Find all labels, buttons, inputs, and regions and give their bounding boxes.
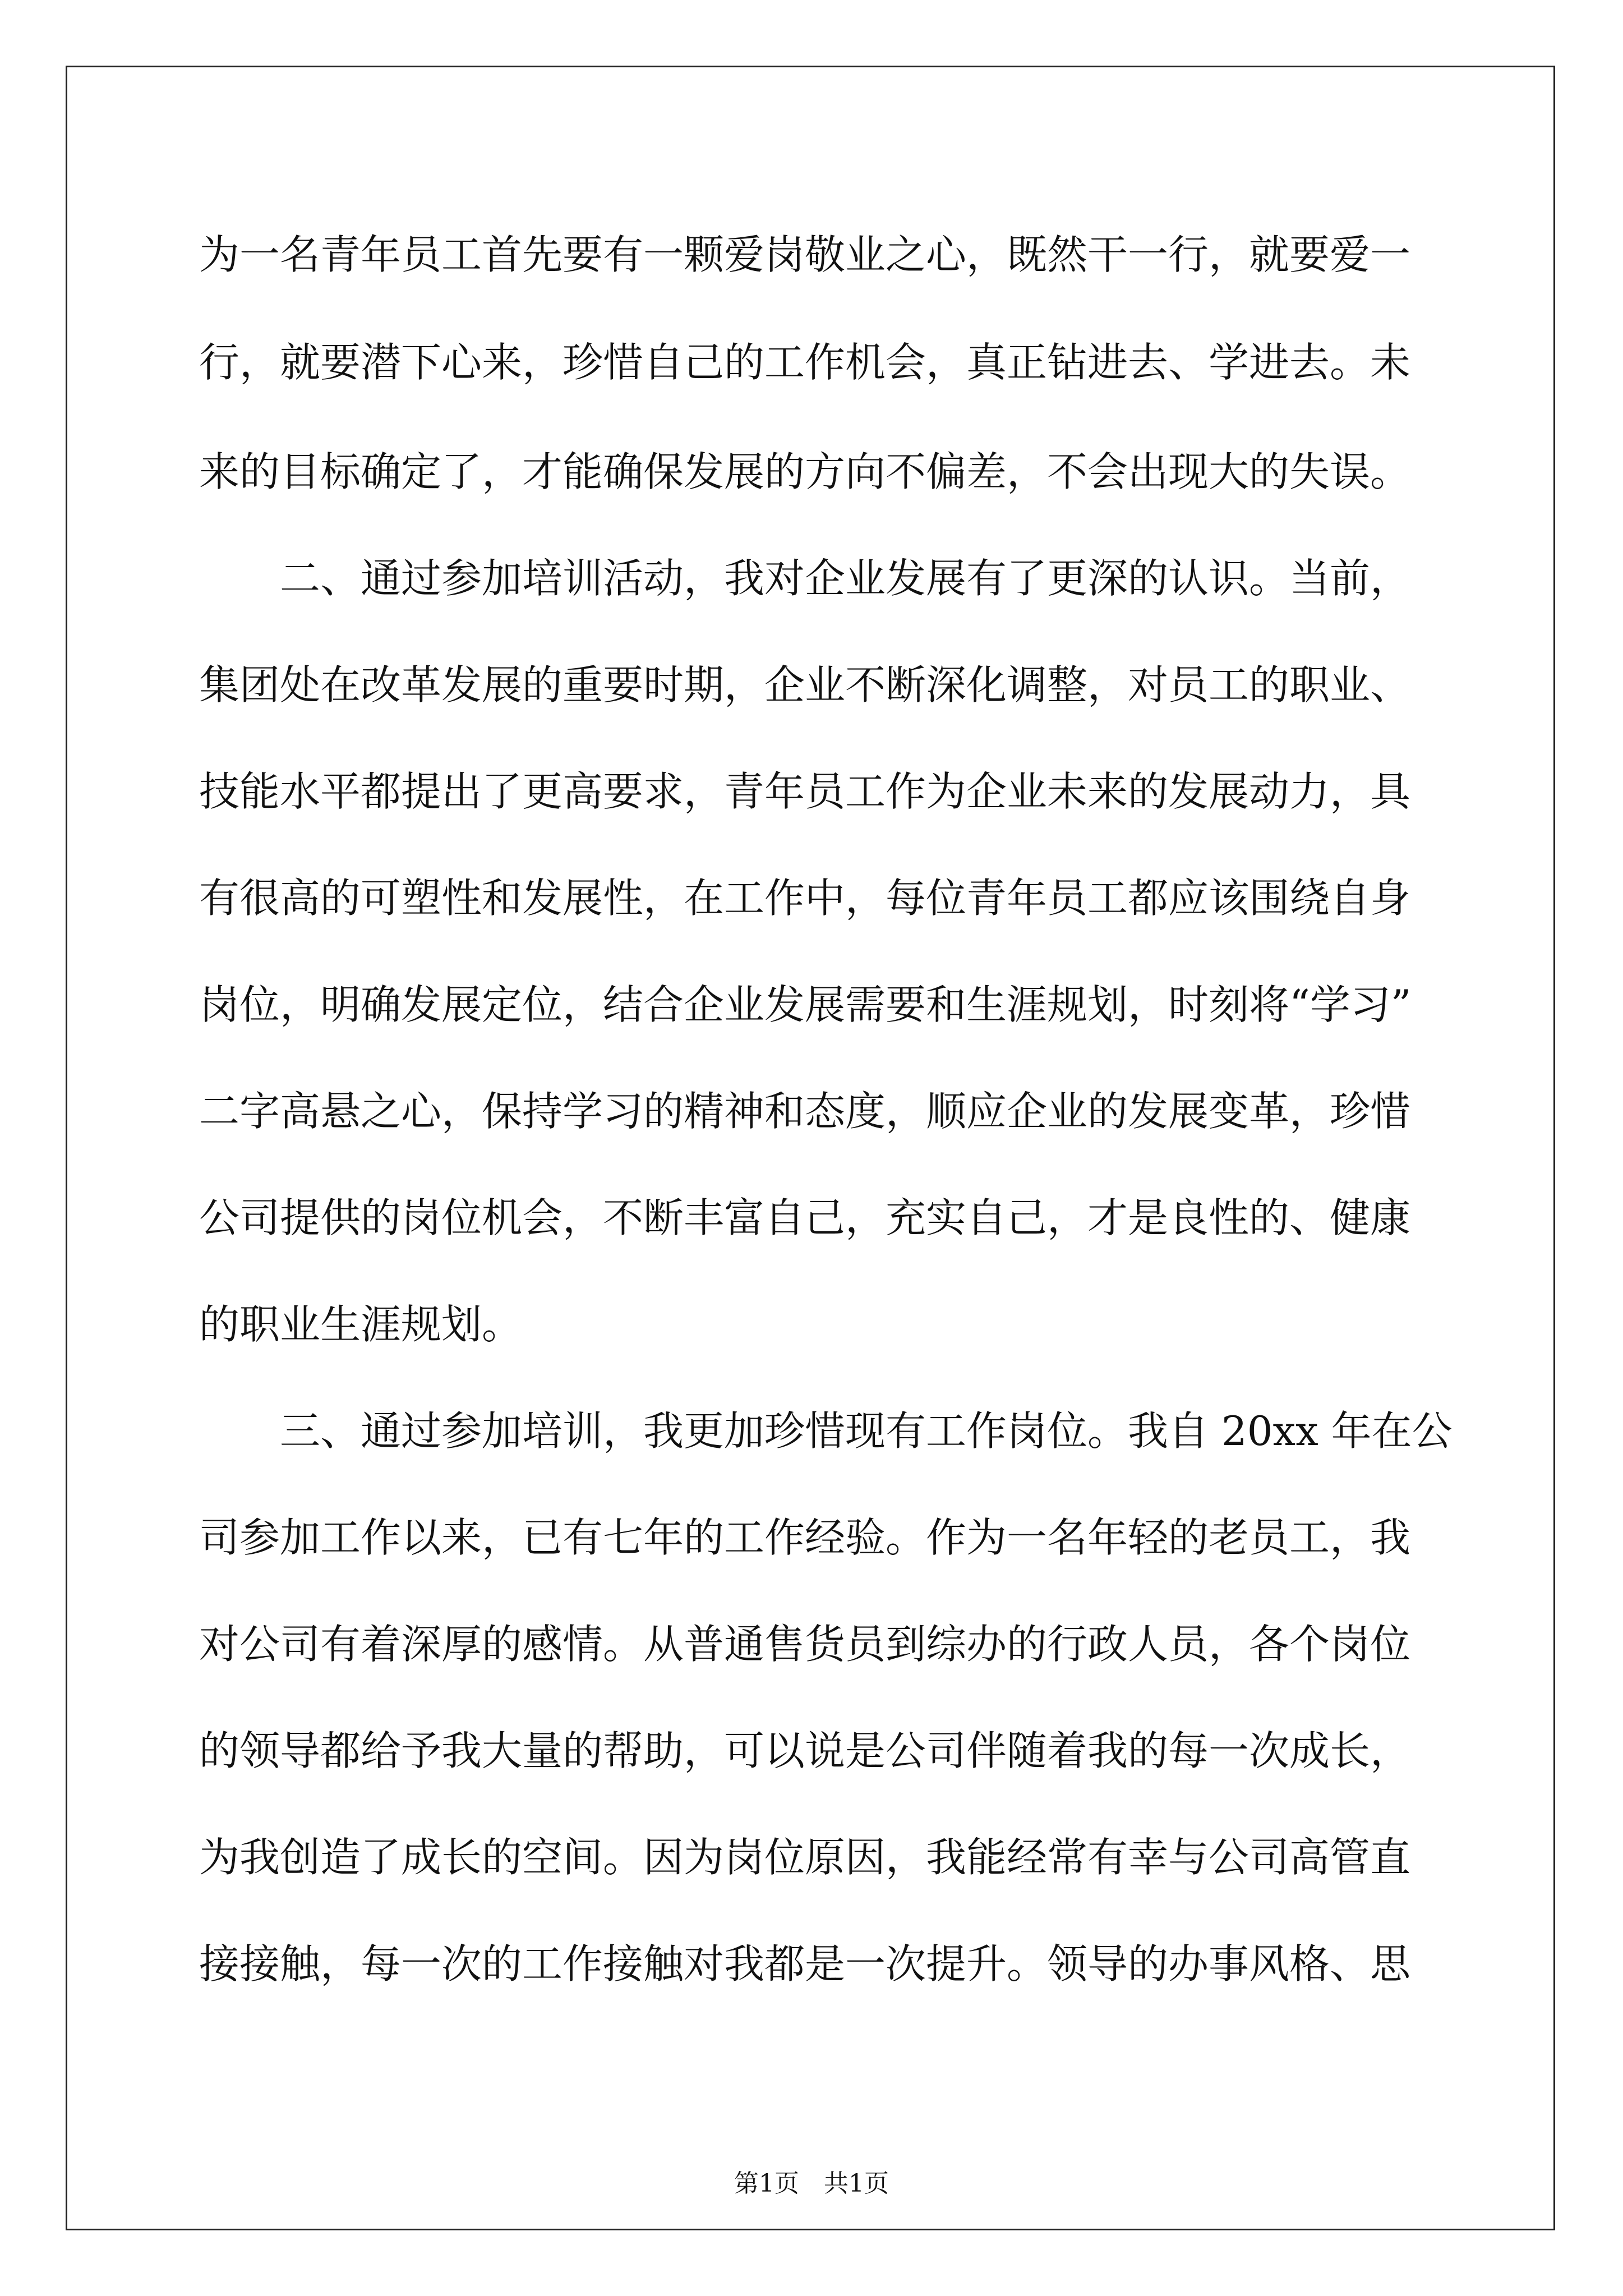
text-line: 岗位，明确发展定位，结合企业发展需要和生涯规划，时刻将“学习” (199, 981, 1412, 1028)
text-line: 为我创造了成长的空间。因为岗位原因，我能经常有幸与公司高管直 (199, 1834, 1411, 1881)
text-line: 的领导都给予我大量的帮助，可以说是公司伴随着我的每一次成长， (199, 1727, 1411, 1774)
text-line: 有很高的可塑性和发展性，在工作中，每位青年员工都应该围绕自身 (199, 875, 1411, 922)
text-line: 二字高悬之心，保持学习的精神和态度，顺应企业的发展变革，珍惜 (199, 1088, 1411, 1135)
text-line: 司参加工作以来，已有七年的工作经验。作为一名年轻的老员工，我 (199, 1514, 1411, 1561)
text-line: 来的目标确定了，才能确保发展的方向不偏差，不会出现大的失误。 (199, 448, 1411, 495)
text-line: 接接触，每一次的工作接触对我都是一次提升。领导的办事风格、思 (199, 1940, 1411, 1987)
text-line: 对公司有着深厚的感情。从普通售货员到综办的行政人员，各个岗位 (199, 1621, 1411, 1668)
text-line: 集团处在改革发展的重要时期，企业不断深化调整，对员工的职业、 (199, 661, 1411, 708)
text-line: 公司提供的岗位机会，不断丰富自己，充实自己，才是良性的、健康 (199, 1194, 1411, 1241)
page-footer: 第1页 共1页 (734, 2169, 889, 2198)
text-line: 行，就要潜下心来，珍惜自己的工作机会，真正钻进去、学进去。未 (199, 339, 1411, 386)
text-line: 三、通过参加培训，我更加珍惜现有工作岗位。我自 20xx 年在公 (199, 1407, 1453, 1455)
text-line: 二、通过参加培训活动，我对企业发展有了更深的认识。当前， (199, 555, 1411, 602)
text-line: 的职业生涯规划。 (199, 1301, 523, 1348)
page-border (66, 66, 1555, 2230)
text-line: 为一名青年员工首先要有一颗爱岗敬业之心，既然干一行，就要爱一 (199, 231, 1411, 278)
text-line: 技能水平都提出了更高要求，青年员工作为企业未来的发展动力，具 (199, 768, 1411, 815)
